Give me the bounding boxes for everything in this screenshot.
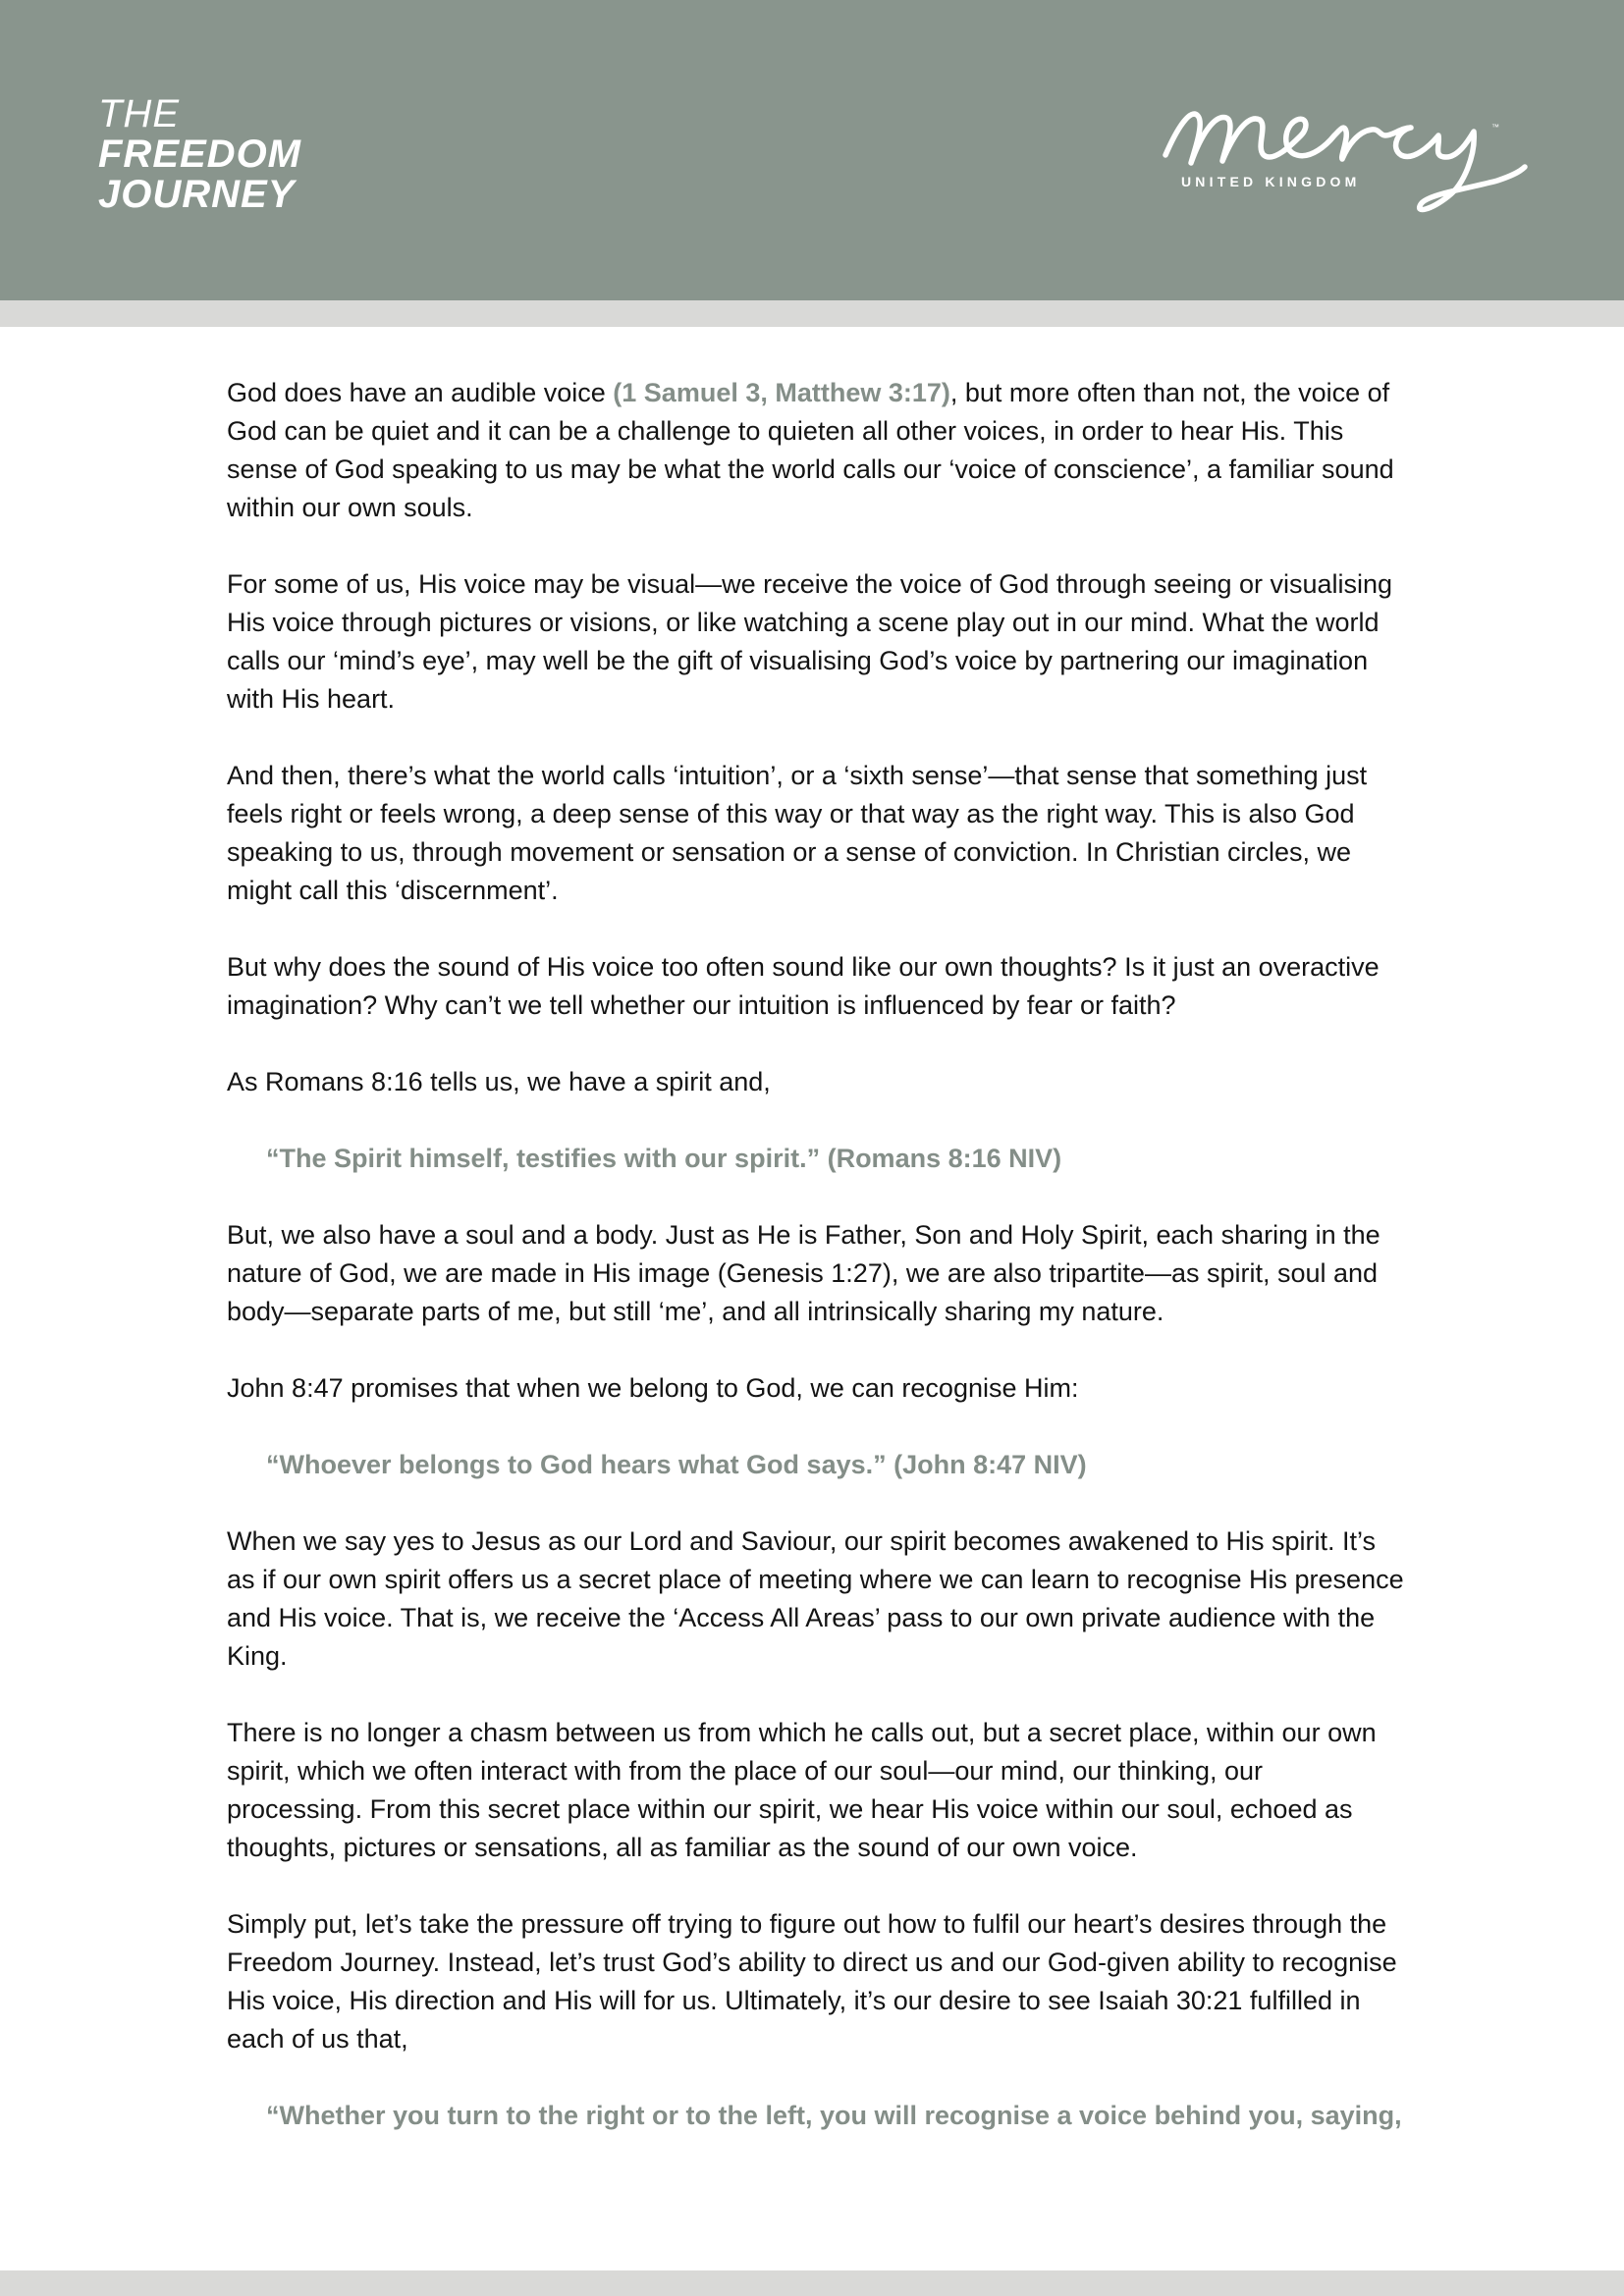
paragraph-text: , but more often than not, the voice of God can be quiet and it can be a challenge to quieten all other voices, in order to hear His. This sense of God speaking to us may be what the world calls our ‘voice of conscience’, a familiar sound within our own souls. xyxy=(227,378,1394,522)
paragraph-intuition: And then, there’s what the world calls ‘intuition’, or a ‘sixth sense’—that sense that something just feels right or feels wrong, a deep sense of this way or that way as the right way. This is also God speaking to us, through movement or sensation or a sense of conviction. In Christian circles, we might call this ‘discernment’. xyxy=(227,761,1368,905)
paragraph-awakened-spirit: When we say yes to Jesus as our Lord and Saviour, our spirit becomes awakened to His spirit. It’s as if our own spirit offers us a secret place of meeting where we can learn to recognise His presence and His voice. That is, we receive the ‘Access All Areas’ pass to our own private audience with the King. xyxy=(227,1526,1404,1671)
mercy-script-icon xyxy=(1165,114,1525,209)
paragraph-visual-voice: For some of us, His voice may be visual—we receive the voice of God through seeing or visualising His voice through pictures or visions, or like watching a scene play out in our mind. What the world calls our ‘mind’s eye’, may well be the gift of visualising God’s voice by partnering our imagination with His heart. xyxy=(227,569,1393,714)
brand-line-the: THE xyxy=(98,92,180,135)
paragraph-secret-place: There is no longer a chasm between us from which he calls out, but a secret place, within our own spirit, which we often interact with from the place of our soul—our mind, our thinking, our processing. From this secret place within our spirit, we hear His voice within our soul, echoed as thoughts, pictures or sensations, all as familiar as the sound of our own voice. xyxy=(227,1718,1377,1862)
paragraph-romans-intro: As Romans 8:16 tells us, we have a spirit and, xyxy=(227,1067,771,1096)
paragraph-john-intro: John 8:47 promises that when we belong to God, we can recognise Him: xyxy=(227,1373,1079,1403)
scripture-quote-john: “Whoever belongs to God hears what God says.” (John 8:47 NIV) xyxy=(266,1450,1087,1479)
article-body xyxy=(227,374,1405,2173)
paragraph-text: God does have an audible voice xyxy=(227,378,614,407)
mercy-logo xyxy=(1154,86,1537,234)
mercy-subtitle: UNITED KINGDOM xyxy=(1181,174,1361,189)
brand-line-journey: JOURNEY xyxy=(98,173,296,216)
freedom-journey-logo xyxy=(98,94,301,215)
mercy-trademark: ™ xyxy=(1491,123,1499,132)
scripture-reference: (1 Samuel 3, Matthew 3:17) xyxy=(613,378,950,407)
scripture-quote-romans: “The Spirit himself, testifies with our spirit.” (Romans 8:16 NIV) xyxy=(266,1144,1062,1173)
paragraph-soul-body: But, we also have a soul and a body. Just as He is Father, Son and Holy Spirit, each sharing in the nature of God, we are made in His image (Genesis 1:27), we are also tripartite—as spirit, soul and body—separate parts of me, but still ‘me’, and all intrinsically sharing my nature. xyxy=(227,1220,1380,1326)
footer-stripe xyxy=(0,2270,1624,2296)
paragraph-simply-put: Simply put, let’s take the pressure off trying to figure out how to fulfil our heart’s desires through the Freedom Journey. Instead, let’s trust God’s ability to direct us and our God-given ability to recognise His voice, His direction and His will for us. Ultimately, it’s our desire to see Isaiah 30:21 fulfilled in each of us that, xyxy=(227,1909,1397,2054)
paragraph-own-thoughts: But why does the sound of His voice too often sound like our own thoughts? Is it just an overactive imagination? Why can’t we tell whether our intuition is influenced by fear or faith? xyxy=(227,952,1380,1020)
header-divider-stripe xyxy=(0,300,1624,327)
mercy-logo-mark xyxy=(1154,86,1537,234)
scripture-quote-isaiah: “Whether you turn to the right or to the left, you will recognise a voice behind you, saying, xyxy=(266,2101,1402,2130)
paragraph-audible-voice xyxy=(227,374,1405,527)
brand-line-freedom: FREEDOM xyxy=(98,133,301,176)
page-header xyxy=(0,0,1624,300)
